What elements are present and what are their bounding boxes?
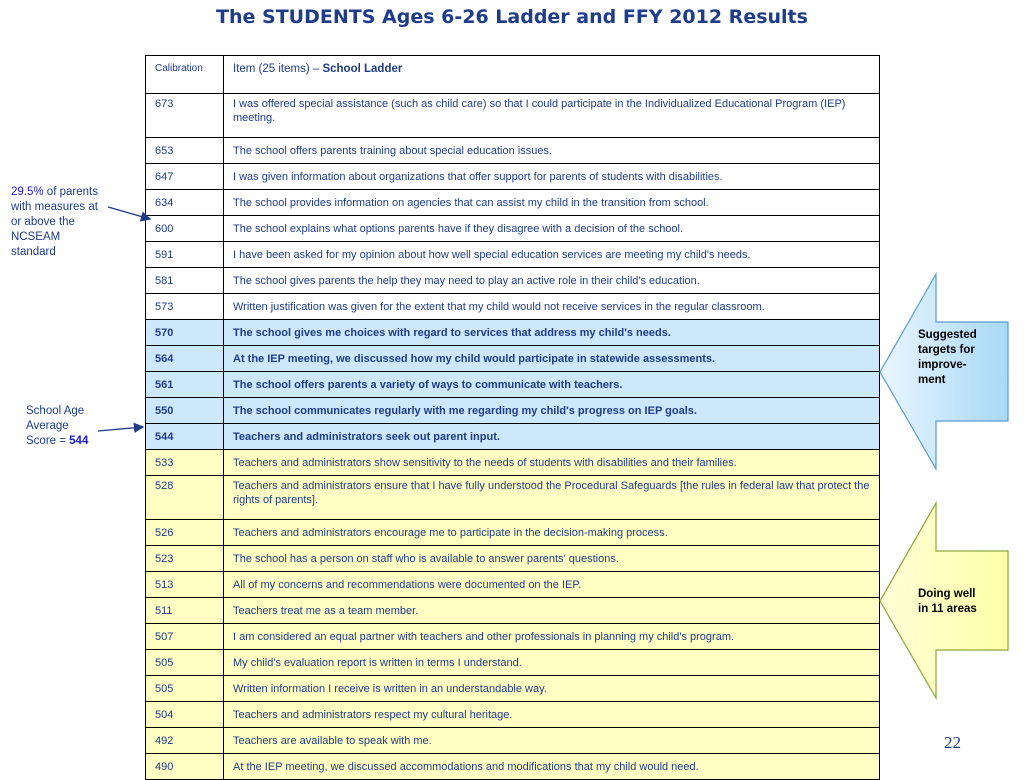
suggested-line3: improve-: [918, 359, 967, 371]
calibration-cell: 544: [146, 424, 224, 450]
average-line3: Score =: [26, 435, 70, 447]
calibration-cell: 492: [146, 728, 224, 754]
item-cell: All of my concerns and recommendations were documented on the IEP.: [224, 572, 880, 598]
item-cell: Teachers and administrators show sensitivity to the needs of students with disabilities and their families.: [224, 450, 880, 476]
average-line1: School Age: [26, 405, 85, 417]
doing-well-line2: in 11 areas: [918, 603, 977, 615]
calibration-cell: 550: [146, 398, 224, 424]
standard-pointer-arrow: [108, 207, 150, 219]
calibration-cell: 528: [146, 476, 224, 520]
calibration-cell: 511: [146, 598, 224, 624]
calibration-cell: 505: [146, 676, 224, 702]
standard-line2: with measures at: [11, 201, 98, 213]
calibration-cell: 591: [146, 242, 224, 268]
item-cell: The school offers parents a variety of ways to communicate with teachers.: [224, 372, 880, 398]
standard-line5: standard: [11, 246, 56, 258]
item-cell: Written information I receive is written in an understandable way.: [224, 676, 880, 702]
calibration-cell: 490: [146, 754, 224, 780]
item-header-prefix: Item (25 items) –: [233, 63, 323, 75]
average-pointer-arrow: [98, 427, 143, 431]
average-line2: Average: [26, 420, 69, 432]
item-cell: The school offers parents training about special education issues.: [224, 138, 880, 164]
suggested-targets-label: [918, 328, 977, 388]
doing-well-label: [918, 587, 977, 617]
calibration-cell: 513: [146, 572, 224, 598]
calibration-cell: 600: [146, 216, 224, 242]
item-cell: Teachers and administrators seek out parent input.: [224, 424, 880, 450]
suggested-line2: targets for: [918, 344, 975, 356]
calibration-cell: 570: [146, 320, 224, 346]
item-header-bold: School Ladder: [322, 63, 403, 75]
item-cell: Teachers and administrators encourage me to participate in the decision-making process.: [224, 520, 880, 546]
calibration-cell: 673: [146, 94, 224, 138]
slide-title: The STUDENTS Ages 6-26 Ladder and FFY 2012 Results: [216, 6, 808, 28]
standard-line4: NCSEAM: [11, 231, 61, 243]
calibration-cell: 581: [146, 268, 224, 294]
calibration-cell: 526: [146, 520, 224, 546]
calibration-cell: 504: [146, 702, 224, 728]
calibration-header: Calibration: [146, 56, 224, 94]
calibration-cell: 573: [146, 294, 224, 320]
item-cell: Written justification was given for the extent that my child would not receive services in the regular classroom.: [224, 294, 880, 320]
calibration-cell: 564: [146, 346, 224, 372]
suggested-line4: ment: [918, 374, 946, 386]
item-cell: The school provides information on agencies that can assist my child in the transition from school.: [224, 190, 880, 216]
calibration-cell: 634: [146, 190, 224, 216]
doing-well-line1: Doing well: [918, 588, 976, 600]
item-cell: The school gives me choices with regard to services that address my child's needs.: [224, 320, 880, 346]
calibration-cell: 533: [146, 450, 224, 476]
calibration-cell: 653: [146, 138, 224, 164]
item-cell: I was given information about organizations that offer support for parents of students with disabilities.: [224, 164, 880, 190]
item-cell: Teachers and administrators respect my cultural heritage.: [224, 702, 880, 728]
item-cell: Teachers and administrators ensure that I have fully understood the Procedural Safeguards [the rules in federal law that protect the rights of parents].: [224, 476, 880, 520]
item-cell: Teachers are available to speak with me.: [224, 728, 880, 754]
standard-line1: of parents: [43, 186, 98, 198]
suggested-line1: Suggested: [918, 329, 977, 341]
item-cell: Teachers treat me as a team member.: [224, 598, 880, 624]
average-score: 544: [69, 435, 89, 447]
calibration-cell: 523: [146, 546, 224, 572]
calibration-cell: 647: [146, 164, 224, 190]
item-cell: At the IEP meeting, we discussed accommodations and modifications that my child would need.: [224, 754, 880, 780]
item-cell: The school explains what options parents have if they disagree with a decision of the school.: [224, 216, 880, 242]
calibration-cell: 507: [146, 624, 224, 650]
standard-percent: 29.5%: [11, 186, 44, 198]
item-cell: The school gives parents the help they may need to play an active role in their child's education.: [224, 268, 880, 294]
item-cell: I am considered an equal partner with teachers and other professionals in planning my child's program.: [224, 624, 880, 650]
page-number: 22: [944, 733, 961, 752]
item-cell: My child's evaluation report is written in terms I understand.: [224, 650, 880, 676]
item-cell: The school communicates regularly with me regarding my child's progress on IEP goals.: [224, 398, 880, 424]
item-cell: I was offered special assistance (such as child care) so that I could participate in the Individualized Educational Program (IEP) meeting.: [224, 94, 880, 138]
item-cell: The school has a person on staff who is available to answer parents' questions.: [224, 546, 880, 572]
standard-line3: or above the: [11, 216, 75, 228]
calibration-cell: 505: [146, 650, 224, 676]
calibration-cell: 561: [146, 372, 224, 398]
item-cell: I have been asked for my opinion about how well special education services are meeting my child's needs.: [224, 242, 880, 268]
item-cell: At the IEP meeting, we discussed how my child would participate in statewide assessments.: [224, 346, 880, 372]
